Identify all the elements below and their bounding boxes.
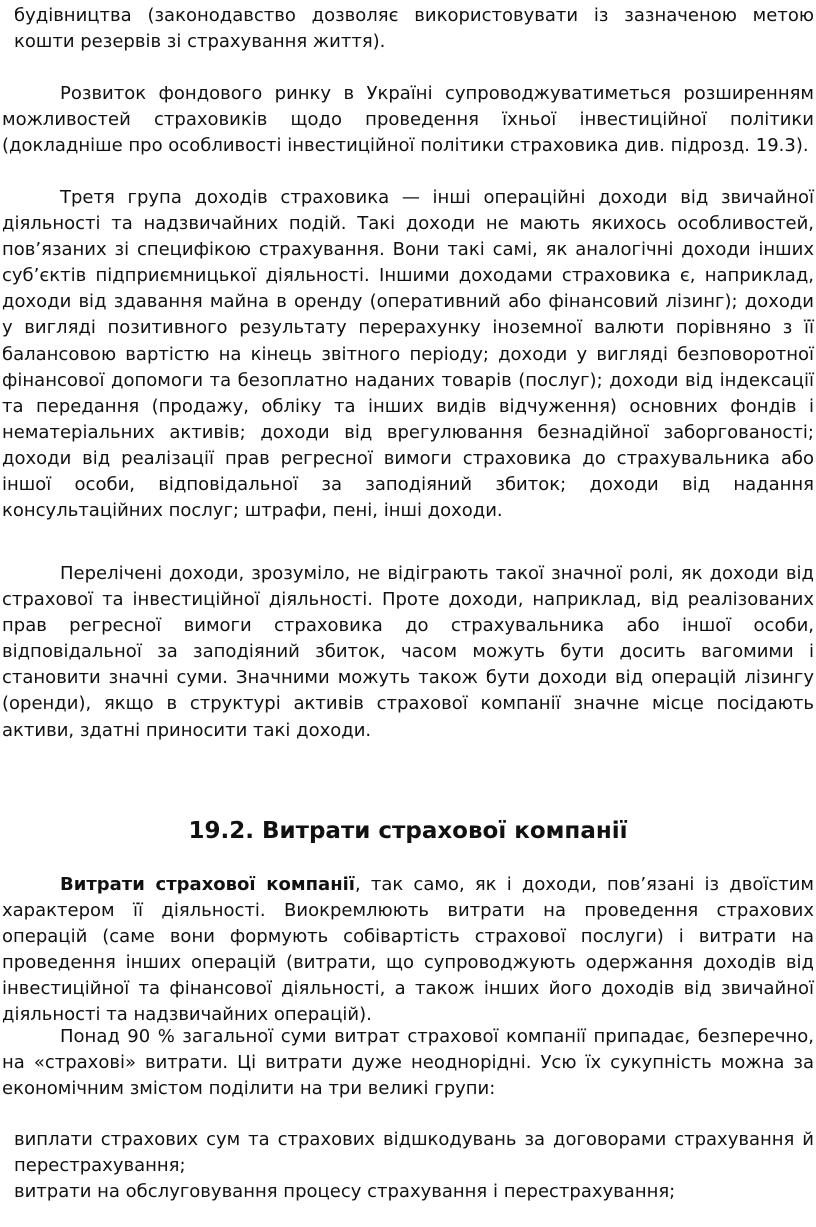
paragraph-listed-income: Перелічені доходи, зрозуміло, не відіграють такої значної ролі, як доходи від страхової та інвестиційної діяльності. Проте доходи, наприклад, від реалізованих прав регресної вимоги страховика до страхувальника або іншої особи, відповідальної за заподіяний збиток, часом можуть бути досить вагомими і становити значні суми. Значними можуть також бути доходи від операцій лізингу (оренди), якщо в структурі активів страхової компанії значне місце посідають активи, здатні приносити такі доходи. bbox=[2, 563, 814, 741]
list-item: виплати страхових сум та страхових відшкодувань за договорами страхування й перестрахування; bbox=[14, 1129, 814, 1177]
paragraph-third-income-group: Третя група доходів страховика — інші операційні доходи від звичайної діяльності та надзвичайних подій. Такі доходи не мають якихось особливостей, пов’язаних зі специфікою страхування. Вони такі самі, як аналогічні доходи інших суб’єктів підприємницької діяльності. Іншими доходами страховика є, наприклад, доходи від здавання майна в оренду (оперативний або фінансовий лізинг); доходи у вигляді позитивного результату перерахунку іноземної валюти порівняно з її балансовою вартістю на кінець звітного періоду; доходи у вигляді безповоротної фінансової допомоги та безоплатно наданих товарів (послуг); доходи від індексації та передання (продажу, обліку та інших видів відчуження) основних фондів і нематеріальних активів; доходи від врегулювання безнадійної заборгованості; доходи від реалізації прав регресної вимоги страховика до страхувальника або іншої особи, відповідальної за заподіяний збиток; доходи від надання консультаційних послуг; штрафи, пені, інші доходи. bbox=[2, 187, 814, 522]
paragraph-expenses bbox=[2, 872, 814, 1029]
continuation-paragraph: будівництва (законодавство дозволяє використовувати із зазначеною метою кошти резервів зі страхування життя). bbox=[14, 5, 814, 53]
paragraph-stock-market: Розвиток фондового ринку в Україні супроводжуватиметься розширенням можливостей страховиків щодо проведення їхньої інвестиційної політики (докладніше про особливості інвестиційної політики страховика див. підрозд. 19.3). bbox=[2, 83, 814, 157]
expenses-term: Витрати страхової компанії bbox=[60, 874, 355, 895]
paragraph-over-90-percent: Понад 90 % загальної суми витрат страхової компанії припадає, безперечно, на «страхові» витрати. Ці витрати дуже неоднорідні. Усю їх сукупність можна за економічним змістом поділити на три великі групи: bbox=[2, 1026, 814, 1100]
section-heading: 19.2. Витрати страхової компанії bbox=[188, 818, 628, 844]
expenses-text: , так само, як і доходи, пов’язані із двоїстим характером її діяльності. Виокремлюють витрати на проведення страхових операцій (саме вони формують собівартість страхової послуги) і витрати на проведення інших операцій (витрати, що супроводжують одержання доходів від інвестиційної та фінансової діяльності, а також інших його доходів від звичайної діяльності та надзвичайних операцій). bbox=[2, 874, 814, 1026]
list-item: витрати на обслуговування процесу страхування і перестрахування; bbox=[14, 1181, 676, 1202]
